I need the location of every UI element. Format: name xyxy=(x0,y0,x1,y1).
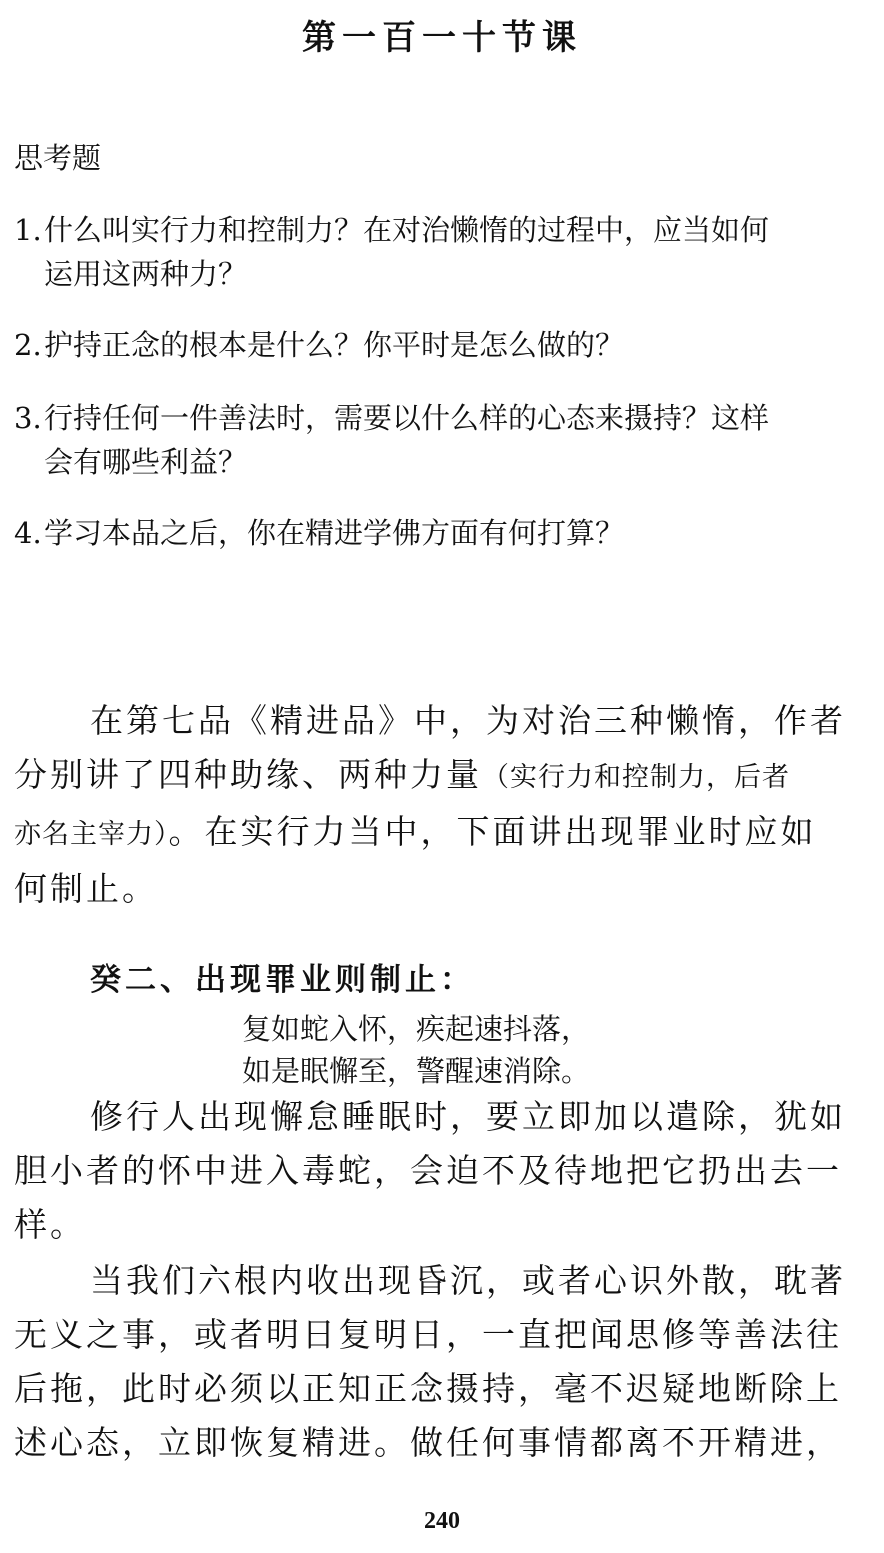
commentary-paragraph xyxy=(14,1090,860,1252)
parenthetical-note: 亦名主宰力） xyxy=(14,819,169,850)
question-text: 护持正念的根本是什么？你平时是怎么做的？ xyxy=(44,328,625,362)
paragraph-line: 修行人出现懈怠睡眠时，要立即加以遣除，犹如 xyxy=(90,1097,846,1136)
paragraph-line: 胆小者的怀中进入毒蛇，会迫不及待地把它扔出去一 xyxy=(14,1151,842,1190)
question-number: 4. xyxy=(14,516,42,550)
questions-heading: 思考题 xyxy=(14,141,102,175)
paragraph-line: 何制止。 xyxy=(14,869,158,908)
question-item xyxy=(14,208,860,296)
paragraph-line: 分别讲了四种助缘、两种力量 xyxy=(14,755,482,794)
paragraph-line: 述心态，立即恢复精进。做任何事情都离不开精进， xyxy=(14,1423,842,1462)
question-text: 行持任何一件善法时，需要以什么样的心态来摄持？这样 xyxy=(44,401,770,435)
page-title: 第一百一十节课 xyxy=(302,18,582,58)
question-text-continued: 运用这两种力？ xyxy=(44,257,248,291)
section-heading: 癸二、出现罪业则制止： xyxy=(90,962,475,998)
page-number: 240 xyxy=(424,1508,460,1534)
verse-line: 如是眠懈至，警醒速消除。 xyxy=(242,1054,591,1088)
question-number: 2. xyxy=(14,328,42,362)
question-number: 1. xyxy=(14,213,42,247)
paragraph-line: 样。 xyxy=(14,1205,86,1244)
verse-line: 复如蛇入怀，疾起速抖落， xyxy=(242,1012,591,1046)
paragraph-line: 无义之事，或者明日复明日，一直把闻思修等善法往 xyxy=(14,1315,842,1354)
paragraph-line: 在第七品《精进品》中，为对治三种懒惰，作者 xyxy=(90,701,846,740)
paragraph-line: 后拖，此时必须以正知正念摄持，毫不迟疑地断除上 xyxy=(14,1369,842,1408)
intro-paragraph xyxy=(14,694,860,916)
question-item xyxy=(14,396,860,484)
question-text-continued: 会有哪些利益？ xyxy=(44,445,248,479)
question-item xyxy=(14,323,860,367)
paragraph-line: 当我们六根内收出现昏沉，或者心识外散，耽著 xyxy=(90,1261,846,1300)
question-text: 学习本品之后，你在精进学佛方面有何打算？ xyxy=(44,516,625,550)
paragraph-line: 。在实行力当中，下面讲出现罪业时应如 xyxy=(168,812,817,851)
question-item xyxy=(14,511,860,555)
parenthetical-note: （实行力和控制力，后者 xyxy=(482,762,790,793)
question-text: 什么叫实行力和控制力？在对治懒惰的过程中，应当如何 xyxy=(44,213,770,247)
question-number: 3. xyxy=(14,401,42,435)
commentary-paragraph xyxy=(14,1254,860,1470)
